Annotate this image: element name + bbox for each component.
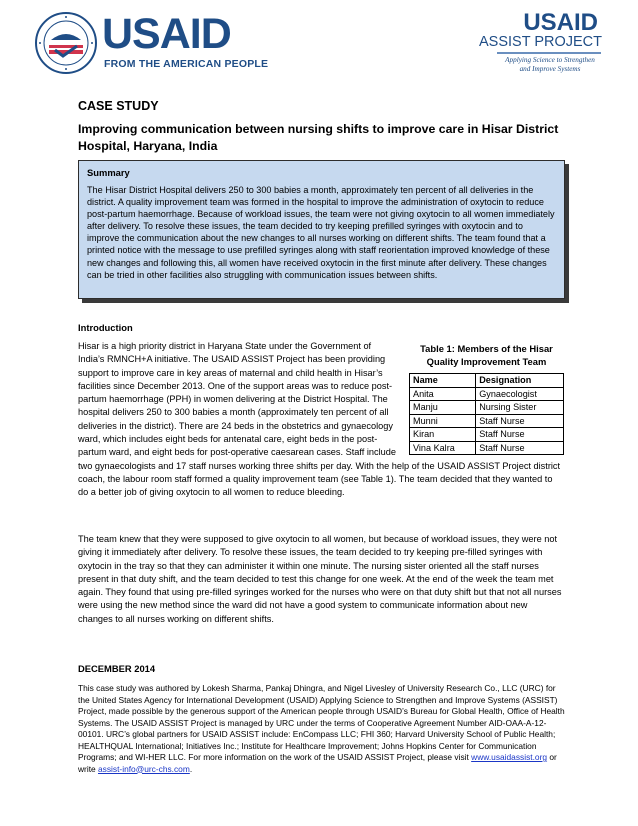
assist-tagline-line-1: Applying Science to Strengthen	[505, 56, 595, 64]
authorship-end-text: .	[189, 763, 193, 774]
usaid-logo-subtitle: FROM THE AMERICAN PEOPLE	[104, 58, 269, 70]
table-cell-name: Anita	[410, 387, 476, 401]
page-title: Improving communication between nursing shifts to improve care in Hisar District Hospital, Haryana, India	[78, 122, 559, 153]
case-study-label: CASE STUDY	[78, 99, 159, 113]
authorship-middle-text: or write	[78, 752, 557, 774]
summary-heading: Summary	[87, 167, 130, 178]
assist-logo-tagline	[497, 56, 603, 74]
introduction-paragraph-1: Hisar is a high priority district in Haryana State under the Government of India’s RMNCH+A initiative. The USAID ASSIST Project has been providing support to improve care in key areas of maternal and child health in Hisar’s facilities since December 2013. One of the support areas was to reduce post-partum haemorrhage (PPH) in women delivering at the District Hospital. The hospital delivers 250 to 300 babies a month (approximately ten percent of all deliveries in the district). There are 24 beds in the obstetrics and gynaecology ward, which includes eight beds for antenatal care, eight beds in the post-partum ward, and eight beds for post-operative caesarean cases. Staff include two gynaecologists and 17 staff nurses working three shifts per day. With the help of the USAID ASSIST Project district coach, the labour room staff formed a quality improvement team (see Table 1). The team decided that they wanted to do a better job of giving oxytocin to all women to reduce bleeding.	[78, 341, 561, 498]
table-header-row	[410, 374, 564, 388]
table-row	[410, 441, 564, 455]
table-cell-name: Munni	[410, 414, 476, 428]
email-link[interactable]: assist-info@urc-chs.com	[98, 763, 190, 774]
table-cell-name: Manju	[410, 401, 476, 415]
introduction-heading: Introduction	[78, 322, 133, 333]
assist-tagline-line-2: and Improve Systems	[519, 65, 581, 73]
table-row	[410, 387, 564, 401]
table-cell-designation: Gynaecologist	[476, 387, 564, 401]
table-header-designation: Designation	[476, 374, 564, 388]
authorship-text: This case study was authored by Lokesh Sharma, Pankaj Dhingra, and Nigel Livesley of University Research Co., LLC (URC) for the United States Agency for International Development (USAID) Applying Science to Strengthen and Improve Systems (ASSIST) Project, made possible by the generous support of the American people through USAID’s Bureau for Global Health, Office of Health Systems. The USAID ASSIST Project is managed by URC under the terms of Cooperative Agreement Number AID-OAA-A-12-00101. URC’s global partners for USAID ASSIST include: EnCompass LLC; FHI 360; Harvard University School of Public Health; HEALTHQUAL International; Initiatives Inc.; Institute for Healthcare Improvement; Johns Hopkins Center for Communication Programs; and WI-HER LLC. For more information on the work of the USAID ASSIST Project, please visit	[78, 683, 565, 762]
website-link[interactable]: www.usaidassist.org	[471, 752, 548, 762]
members-table-caption: Table 1: Members of the Hisar Quality Improvement Team	[420, 343, 553, 367]
authorship-note	[78, 683, 568, 775]
table-row	[410, 428, 564, 442]
table-cell-designation: Staff Nurse	[476, 441, 564, 455]
table-header-name: Name	[410, 374, 476, 388]
table-cell-name: Kiran	[410, 428, 476, 442]
assist-logo-divider	[497, 52, 601, 54]
publication-date: DECEMBER 2014	[78, 663, 156, 674]
table-cell-name: Vina Kalra	[410, 441, 476, 455]
table-cell-designation: Staff Nurse	[476, 414, 564, 428]
table-cell-designation: Nursing Sister	[476, 401, 564, 415]
page-header	[0, 0, 638, 90]
introduction-paragraph-2: The team knew that they were supposed to give oxytocin to all women, but because of workload issues, they were not giving it immediately after delivery. To resolve these issues, the team decided to try keeping pre-filled syringes with oxytocin in the tray so that they can administer it within one minute. The nursing sister oriented all the staff nurses present in that duty shift, and the team decided to test this change for one week. At the end of the week the team met again. They found that using pre-filled syringes worked for the nurses who were on that duty shift but that not all nurses were using the new method since the ward did not have a good system to communicate information about new changes to all nurses working on different shifts.	[78, 534, 562, 624]
usaid-logo-text: USAID	[102, 10, 231, 58]
usaid-seal-logo	[35, 12, 97, 74]
summary-text: The Hisar District Hospital delivers 250 to 300 babies a month, approximately ten percent of all deliveries in the district. A quality improvement team was formed in the hospital to improve the administration of oxytocin to reduce post-partum haemorrhage. Because of workload issues, the team were not giving oxytocin to all women immediately after delivery. To resolve these issues, the team decided to try keeping prefilled syringes with oxytocin and to improve the communication about the new changes to all nurses working on different shifts. The team found that a printed notice with the message to use prefilled syringes along with staff reorientation improved knowledge of these new changes and following this, all women have received oxytocin in the first minute after delivery. These changes can be tried in other facilities also struggling with communication issues between shifts.	[87, 185, 555, 280]
table-cell-designation: Staff Nurse	[476, 428, 564, 442]
assist-logo-text: USAID	[523, 9, 598, 36]
introduction-section	[78, 340, 564, 500]
summary-box	[78, 160, 565, 299]
table-row	[410, 401, 564, 415]
table-row	[410, 414, 564, 428]
members-table-block	[409, 342, 564, 455]
assist-logo-subtitle: ASSIST PROJECT	[478, 34, 602, 50]
members-table	[409, 373, 564, 455]
